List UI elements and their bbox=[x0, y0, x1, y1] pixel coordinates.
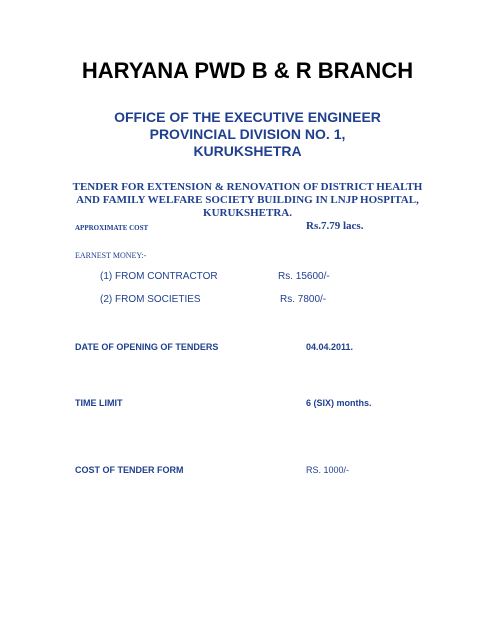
office-line-3: KURUKSHETRA bbox=[193, 143, 302, 159]
page-title: HARYANA PWD B & R BRANCH bbox=[81, 58, 414, 83]
approximate-cost-value: Rs.7.79 lacs. bbox=[306, 220, 364, 232]
opening-date-value: 04.04.2011. bbox=[306, 342, 354, 352]
tender-description-line-2: AND FAMILY WELFARE SOCIETY BUILDING IN LNJP HOSPITAL, bbox=[76, 194, 419, 206]
office-line-2: PROVINCIAL DIVISION NO. 1, bbox=[149, 126, 346, 142]
earnest-contractor-label: (1) FROM CONTRACTOR bbox=[100, 271, 218, 282]
time-limit-value: 6 (SIX) months. bbox=[306, 398, 372, 408]
approximate-cost-label: APPROXIMATE COST bbox=[75, 224, 149, 232]
time-limit-label: TIME LIMIT bbox=[75, 398, 123, 408]
tender-description-line-3: KURUKSHETRA. bbox=[203, 207, 292, 219]
opening-date-label: DATE OF OPENING OF TENDERS bbox=[75, 342, 219, 352]
office-line-1: OFFICE OF THE EXECUTIVE ENGINEER bbox=[114, 109, 381, 125]
earnest-contractor-value: Rs. 15600/- bbox=[278, 271, 330, 282]
tender-form-cost-value: RS. 1000/- bbox=[306, 465, 350, 475]
tender-form-cost-label: COST OF TENDER FORM bbox=[75, 465, 184, 475]
earnest-societies-value: Rs. 7800/- bbox=[280, 294, 327, 305]
earnest-societies-label: (2) FROM SOCIETIES bbox=[100, 294, 201, 305]
earnest-money-label: EARNEST MONEY:- bbox=[75, 251, 147, 260]
tender-description-line-1: TENDER FOR EXTENSION & RENOVATION OF DISTRICT HEALTH bbox=[72, 181, 423, 193]
